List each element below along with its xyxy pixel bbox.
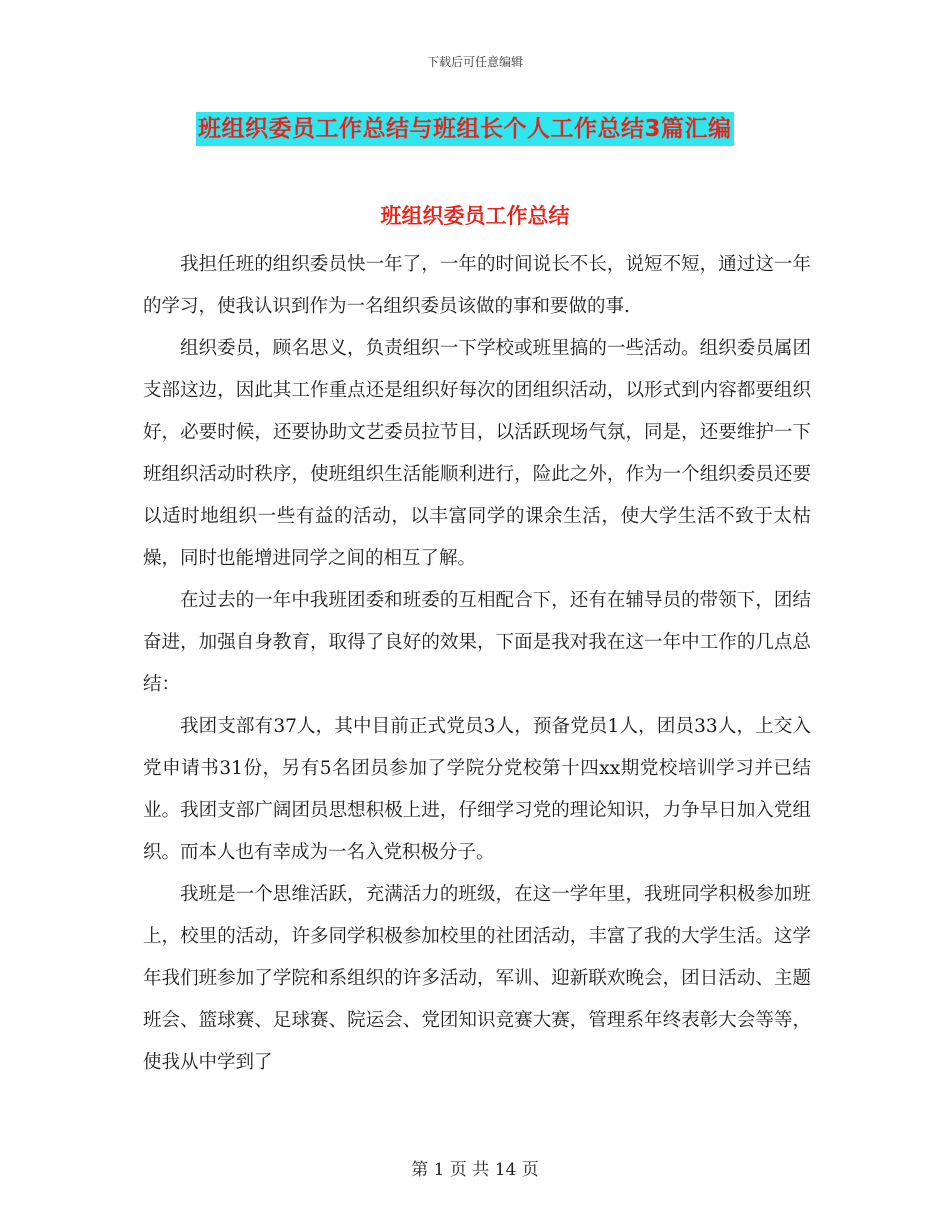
document-body	[143, 244, 811, 1084]
paragraph: 我团支部有37人，其中目前正式党员3人，预备党员1人，团员33人，上交入党申请书31份，另有5名团员参加了学院分党校第十四xx期党校培训学习并已结业。我团支部广阔团员思想积极上进，仔细学习党的理论知识，力争早日加入党组织。而本人也有幸成为一名入党积极分子。	[143, 716, 811, 863]
page-footer: 第 1 页 共 14 页	[411, 1160, 539, 1180]
document-title: 班组织委员工作总结与班组长个人工作总结3篇汇编	[196, 112, 734, 146]
paragraph: 我担任班的组织委员快一年了，一年的时间说长不长，说短不短，通过这一年的学习，使我认识到作为一名组织委员该做的事和要做的事.	[143, 254, 811, 317]
header-note: 下载后可任意编辑	[426, 55, 523, 69]
paragraph: 我班是一个思维活跃，充满活力的班级，在这一学年里，我班同学积极参加班上，校里的活动，许多同学积极参加校里的社团活动，丰富了我的大学生活。这学年我们班参加了学院和系组织的许多活动，军训、迎新联欢晚会，团日活动、主题班会、篮球赛、足球赛、院运会、党团知识竞赛大赛，管理系年终表彰大会等等，使我从中学到了	[143, 884, 811, 1073]
paragraph: 在过去的一年中我班团委和班委的互相配合下，还有在辅导员的带领下，团结奋进，加强自身教育，取得了良好的效果，下面是我对我在这一年中工作的几点总结：	[143, 590, 811, 695]
section-title: 班组织委员工作总结	[380, 204, 570, 228]
paragraph: 组织委员，顾名思义，负责组织一下学校或班里搞的一些活动。组织委员属团支部这边，因此其工作重点还是组织好每次的团组织活动，以形式到内容都要组织好，必要时候，还要协助文艺委员拉节目，以活跃现场气氛，同是，还要维护一下班组织活动时秩序，使班组织生活能顺利进行，险此之外，作为一个组织委员还要以适时地组织一些有益的活动，以丰富同学的课余生活，使大学生活不致于太枯燥，同时也能增进同学之间的相互了解。	[143, 338, 811, 569]
